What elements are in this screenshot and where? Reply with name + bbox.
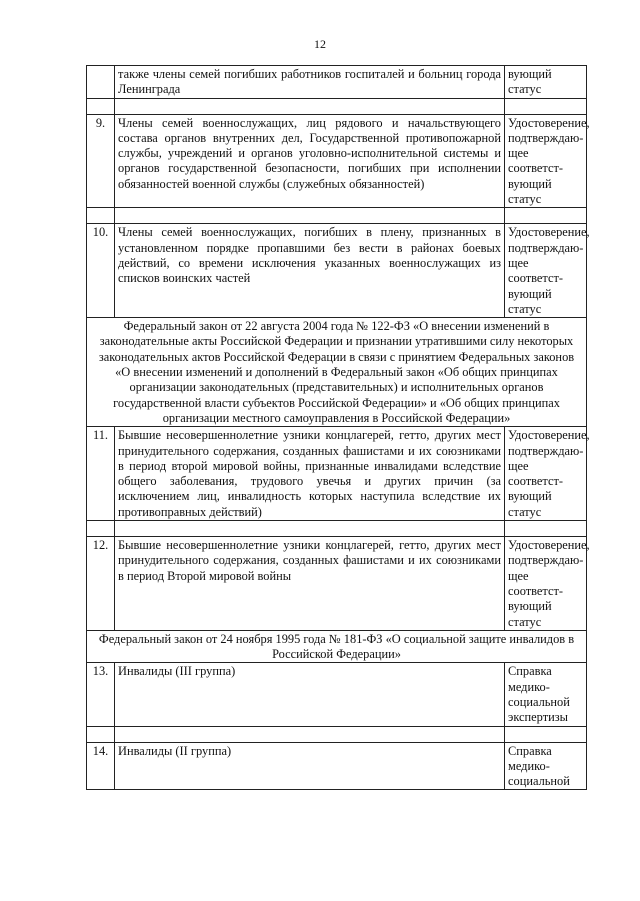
row-spacer [87,726,587,742]
row-number [87,66,115,99]
row-document: Удостоверение, подтверждаю-щее соответст-вующий статус [505,537,587,631]
table-row [87,663,587,726]
row-description: Бывшие несовершеннолетние узники концлагерей, гетто, других мест принудительного содержания, созданных фашистами и их союзниками в период второй мировой войны, признанные инвалидами вследствие общего заболевания, трудового увечья и других причин (за исключением лиц, инвалидность которых наступила вследствие их противоправных действий) [115,427,505,521]
row-description: Бывшие несовершеннолетние узники концлагерей, гетто, других мест принудительного содержания, созданных фашистами и их союзниками в период Второй мировой войны [115,537,505,631]
row-spacer [87,98,587,114]
law-header-row [87,318,587,427]
table-row [87,224,587,318]
row-description: также члены семей погибших работников госпиталей и больниц города Ленинграда [115,66,505,99]
benefits-table [86,65,590,790]
row-description: Члены семей военнослужащих, погибших в плену, признанных в установленном порядке пропавшими без вести в районах боевых действий, со времени исключения указанных военнослужащих из списков воинских частей [115,224,505,318]
law-header-row [87,630,587,663]
row-document: вующий статус [505,66,587,99]
row-number: 14. [87,742,115,790]
row-number: 13. [87,663,115,726]
row-number: 9. [87,114,115,208]
row-number: 12. [87,537,115,631]
row-document: Справка медико- социальной экспертизы [505,663,587,726]
table-row [87,427,587,521]
table-row [87,537,587,631]
table-row [87,114,587,208]
law-header: Федеральный закон от 24 ноября 1995 года № 181-ФЗ «О социальной защите инвалидов в Российской Федерации» [87,630,587,663]
table-row [87,742,587,790]
row-description: Члены семей военнослужащих, лиц рядового и начальствующего состава органов внутренних дел, Государственной противопожарной службы, учреждений и органов уголовно-исполнительной системы и органов государственной безопасности, погибших при исполнении обязанностей военной службы (служебных обязанностей) [115,114,505,208]
law-header: Федеральный закон от 22 августа 2004 года № 122-ФЗ «О внесении изменений в законодательные акты Российской Федерации и признании утратившими силу некоторых законодательных актов Российской Федерации в связи с принятием Федеральных законов «О внесении изменений и дополнений в Федеральный закон «Об общих принципах организации законодательных (представительных) и исполнительных органов государственной власти субъектов Российской Федерации» и «Об общих принципах организации местного самоуправления в Российской Федерации» [87,318,587,427]
row-number: 11. [87,427,115,521]
row-document: Справка медико- социальной [505,742,587,790]
row-number: 10. [87,224,115,318]
row-spacer [87,208,587,224]
page-number: 12 [314,37,326,51]
row-description: Инвалиды (II группа) [115,742,505,790]
table-row [87,66,587,99]
row-spacer [87,521,587,537]
row-document: Удостоверение, подтверждаю-щее соответст-вующий статус [505,427,587,521]
row-document: Удостоверение, подтверждаю-щее соответст-вующий статус [505,114,587,208]
row-description: Инвалиды (III группа) [115,663,505,726]
row-document: Удостоверение, подтверждаю-щее соответст-вующий статус [505,224,587,318]
